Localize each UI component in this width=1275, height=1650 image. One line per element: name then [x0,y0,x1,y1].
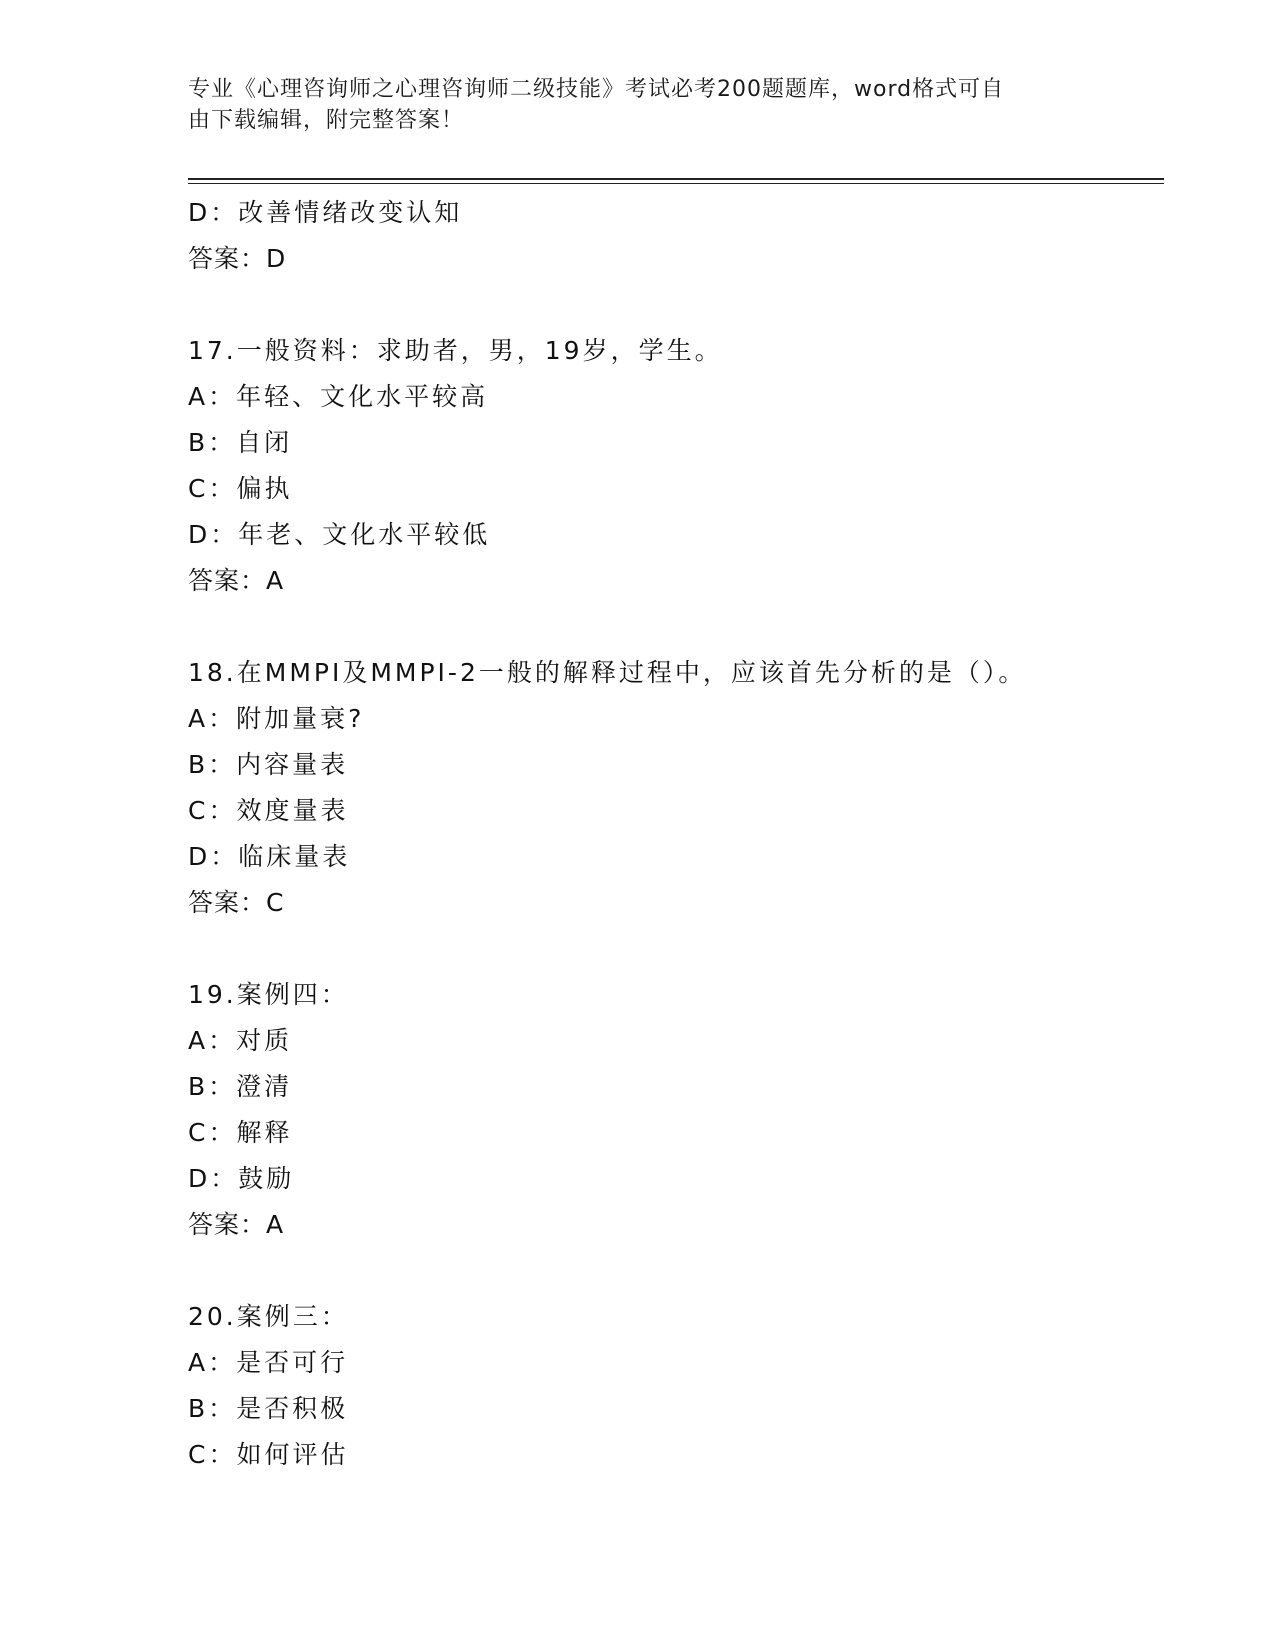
document-header [188,74,1088,136]
option-d: D：鼓励 [188,1164,295,1193]
option-b: B：自闭 [188,428,293,457]
answer-line: 答案：D [188,244,287,273]
header-line-1: 专业《心理咨询师之心理咨询师二级技能》考试必考200题题库，word格式可自 [188,77,1005,102]
option-b: B：是否积极 [188,1394,349,1423]
option-a: A：年轻、文化水平较高 [188,382,489,411]
option-a: A：附加量衰? [188,704,365,733]
question-17 [188,328,1148,604]
option-c: C：解释 [188,1118,293,1147]
question-stem: 18.在MMPI及MMPI-2一般的解释过程中，应该首先分析的是（）。 [188,658,1027,687]
option-d: D：临床量表 [188,842,351,871]
option-d: D：改善情绪改变认知 [188,198,463,227]
spacer [188,282,1148,328]
answer-line: 答案：C [188,888,285,917]
option-d: D：年老、文化水平较低 [188,520,491,549]
question-20 [188,1294,1148,1478]
question-19 [188,972,1148,1248]
header-line-2: 由下载编辑，附完整答案！ [188,108,465,133]
question-18 [188,650,1148,926]
option-a: A：对质 [188,1026,293,1055]
question-stem: 17.一般资料：求助者，男，19岁，学生。 [188,336,723,365]
option-a: A：是否可行 [188,1348,349,1377]
spacer [188,604,1148,650]
document-body [188,190,1148,1478]
option-c: C：偏执 [188,474,293,503]
spacer [188,926,1148,972]
option-c: C：效度量表 [188,796,349,825]
option-b: B：内容量表 [188,750,349,779]
spacer [188,1248,1148,1294]
option-c: C：如何评估 [188,1440,349,1469]
header-rule-thick [188,178,1164,180]
answer-line: 答案：A [188,1210,285,1239]
answer-line: 答案：A [188,566,285,595]
question-stem: 19.案例四： [188,980,349,1009]
question-stem: 20.案例三： [188,1302,349,1331]
header-rule-thin [188,183,1164,184]
option-b: B：澄清 [188,1072,293,1101]
